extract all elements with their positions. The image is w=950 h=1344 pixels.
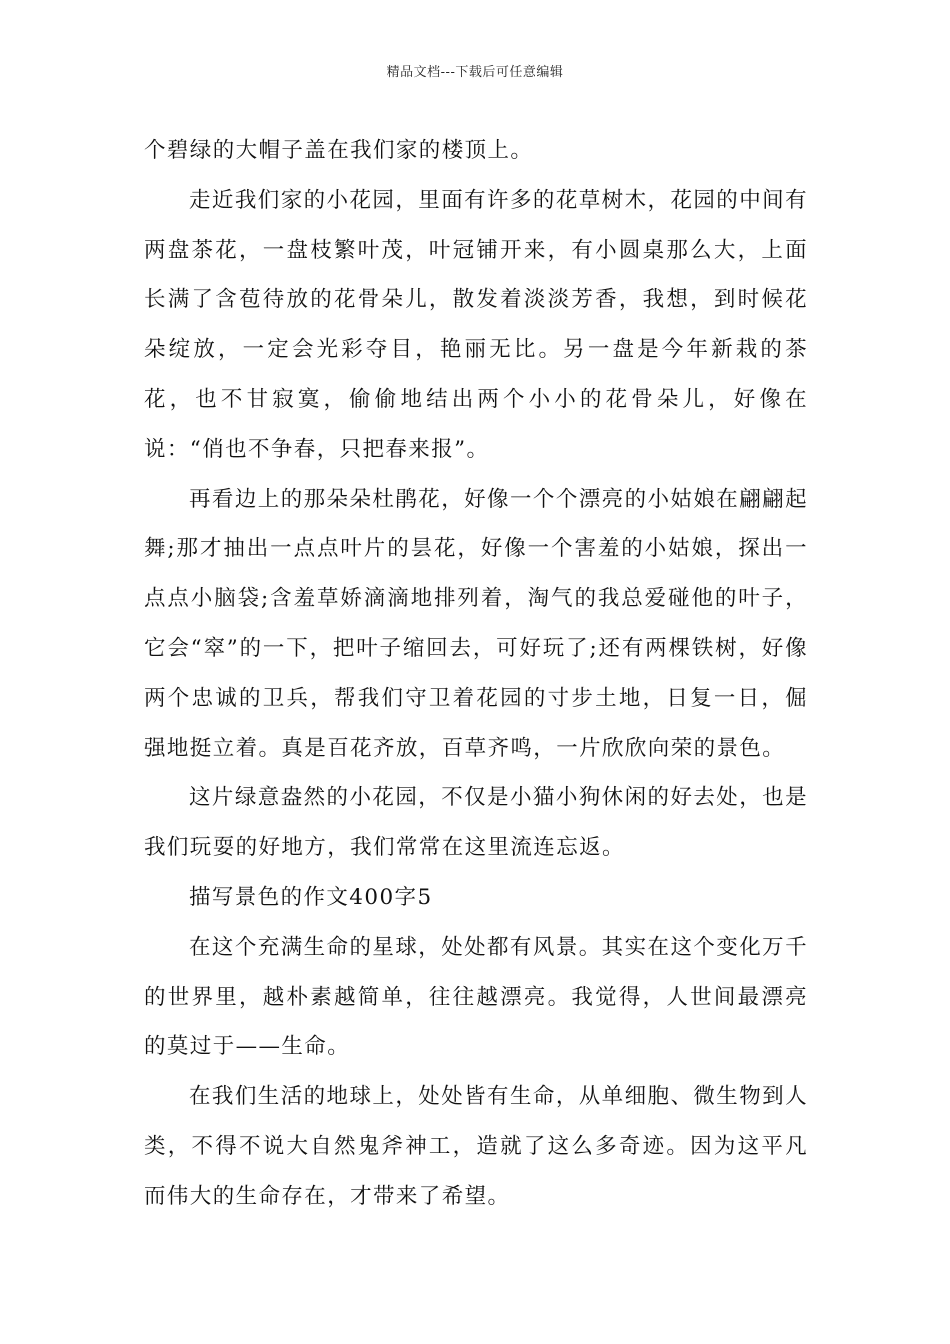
paragraph-6: 在我们生活的地球上，处处皆有生命，从单细胞、微生物到人类，不得不说大自然鬼斧神工，造就了这么多奇迹。因为这平凡而伟大的生命存在，才带来了希望。 [144, 1084, 808, 1209]
page-header: 精品文档---下载后可任意编辑 [386, 65, 564, 80]
paragraph-5: 在这个充满生命的星球，处处都有风景。其实在这个变化万千的世界里，越朴素越简单，往往越漂亮。我觉得，人世间最漂亮的莫过于——生命。 [144, 934, 808, 1060]
paragraph-1: 个碧绿的大帽子盖在我们家的楼顶上。 [144, 138, 534, 163]
paragraph-2: 走近我们家的小花园，里面有许多的花草树木，花园的中间有两盘茶花，一盘枝繁叶茂，叶冠铺开来，有小圆桌那么大，上面长满了含苞待放的花骨朵儿，散发着淡淡芳香，我想，到时候花朵绽放，一定会光彩夺目，艳丽无比。另一盘是今年新栽的茶花，也不甘寂寞，偷偷地结出两个小小的花骨朵儿，好像在说：“俏也不争春，只把春来报”。 [144, 187, 808, 462]
essay-body [144, 126, 808, 1222]
paragraph-4: 这片绿意盎然的小花园，不仅是小猫小狗休闲的好去处，也是我们玩耍的好地方，我们常常在这里流连忘返。 [144, 785, 808, 861]
paragraph-3: 再看边上的那朵朵杜鹃花，好像一个个漂亮的小姑娘在翩翩起舞;那才抽出一点点叶片的昙花，好像一个害羞的小姑娘，探出一点点小脑袋;含羞草娇滴滴地排列着，淘气的我总爱碰他的叶子，它会“窣”的一下，把叶子缩回去，可好玩了;还有两棵铁树，好像两个忠诚的卫兵，帮我们守卫着花园的寸步土地，日复一日，倔强地挺立着。真是百花齐放，百草齐鸣，一片欣欣向荣的景色。 [144, 486, 808, 761]
section-heading: 描写景色的作文400字5 [189, 884, 433, 910]
